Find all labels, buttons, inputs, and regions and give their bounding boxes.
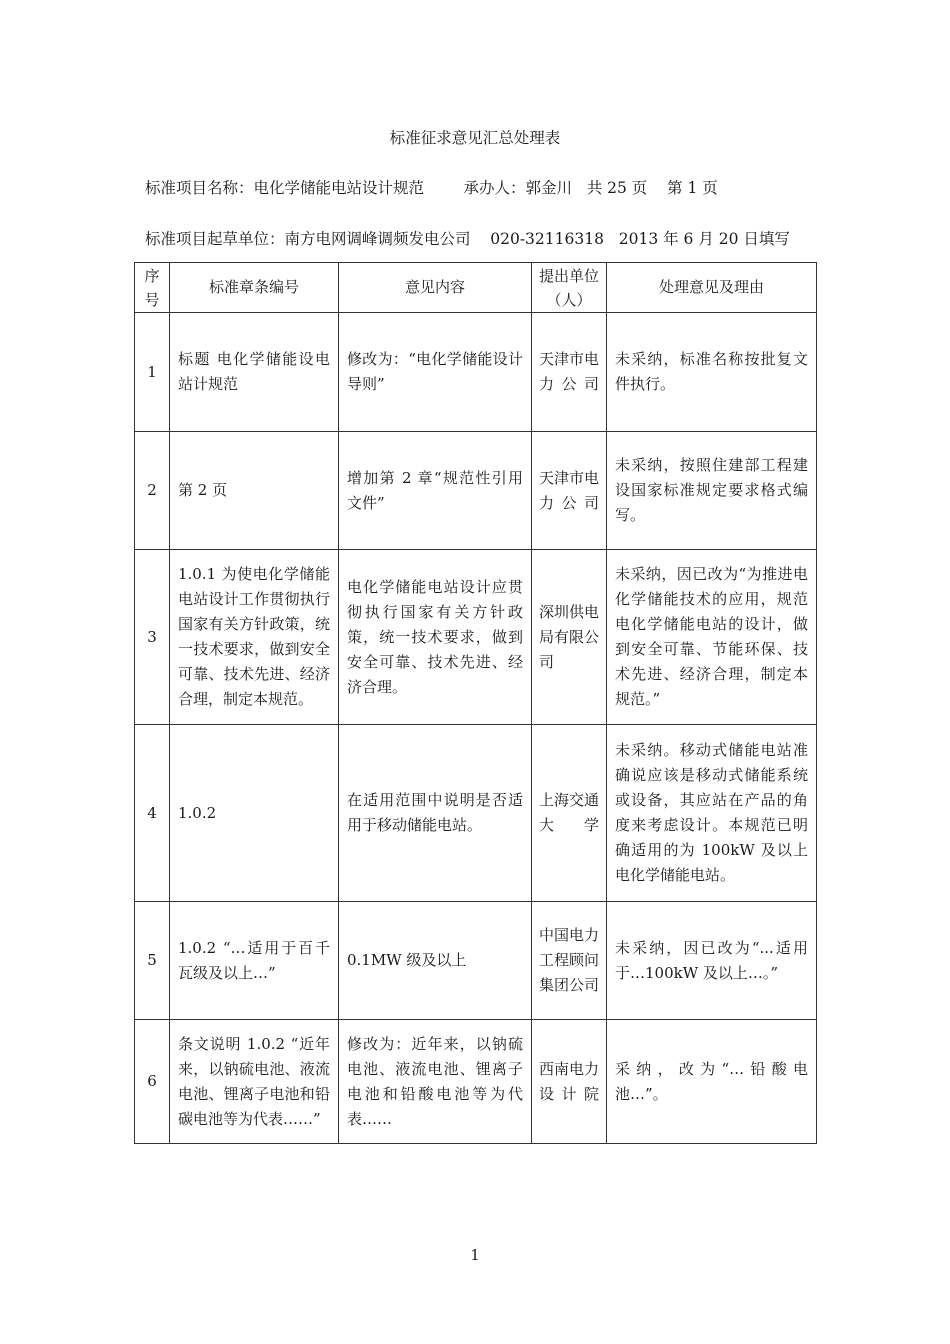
document-title: 标准征求意见汇总处理表 — [389, 129, 561, 147]
reply-cell: 未采纳，因已改为“为推进电化学储能技术的应用，规范电化学储能电站的设计，做到安全可靠、节能环保、技术先进、经济合理，制定本规范。” — [607, 550, 817, 725]
org-cell: 上海交通大学 — [532, 725, 607, 902]
project-name: 标准项目名称：电化学储能电站设计规范 — [145, 179, 425, 197]
table-row — [135, 313, 817, 432]
row-number: 6 — [135, 1020, 170, 1144]
content-cell: 修改为：近年来，以钠硫电池、液流电池、锂离子电池和铅酸电池等为代表…… — [339, 1020, 532, 1144]
reply-cell: 未采纳，因已改为“...适用于…100kW 及以上…。” — [607, 902, 817, 1020]
reply-cell: 未采纳，按照住建部工程建设国家标准规定要求格式编写。 — [607, 432, 817, 550]
clause-cell: 条文说明 1.0.2 “近年来，以钠硫电池、液流电池、锂离子电池和铅碳电池等为代表……” — [170, 1020, 339, 1144]
current-page: 第 1 页 — [667, 179, 718, 197]
page-number: 1 — [470, 1246, 480, 1264]
clause-cell: 1.0.2 “…适用于百千瓦级及以上…” — [170, 902, 339, 1020]
org-cell: 中国电力工程顾问集团公司 — [532, 902, 607, 1020]
clause-cell: 1.0.1 为使电化学储能电站设计工作贯彻执行国家有关方针政策，统一技术要求，做到安全可靠、技术先进、经济合理，制定本规范。 — [170, 550, 339, 725]
table-row — [135, 1020, 817, 1144]
fill-date: 2013 年 6 月 20 日填写 — [618, 230, 790, 248]
reply-cell: 未采纳。移动式储能电站准确说应该是移动式储能系统或设备，其应站在产品的角度来考虑设计。本规范已明确适用的为 100kW 及以上电化学储能电站。 — [607, 725, 817, 902]
comments-table — [134, 262, 817, 1144]
org-cell: 天津市电力公司 — [532, 432, 607, 550]
table-row — [135, 550, 817, 725]
clause-cell: 标题 电化学储能设电站计规范 — [170, 313, 339, 432]
phone-number: 020-32116318 — [490, 230, 604, 248]
clause-cell: 1.0.2 — [170, 725, 339, 902]
row-number: 4 — [135, 725, 170, 902]
content-cell: 0.1MW 级及以上 — [339, 902, 532, 1020]
row-number: 2 — [135, 432, 170, 550]
org-cell: 深圳供电局有限公司 — [532, 550, 607, 725]
table-header-row — [135, 263, 817, 313]
header-clause: 标准章条编号 — [170, 263, 339, 313]
header-content: 意见内容 — [339, 263, 532, 313]
clause-cell: 第 2 页 — [170, 432, 339, 550]
row-number: 3 — [135, 550, 170, 725]
reply-cell: 未采纳，标准名称按批复文件执行。 — [607, 313, 817, 432]
draft-unit: 标准项目起草单位：南方电网调峰调频发电公司 — [145, 230, 471, 248]
row-number: 5 — [135, 902, 170, 1020]
org-cell: 天津市电力公司 — [532, 313, 607, 432]
table-row — [135, 725, 817, 902]
project-info-line — [145, 176, 718, 198]
draft-unit-line — [145, 227, 790, 249]
header-org: 提出单位（人） — [532, 263, 607, 313]
header-no: 序号 — [135, 263, 170, 313]
table-row — [135, 432, 817, 550]
header-reply: 处理意见及理由 — [607, 263, 817, 313]
total-pages: 共 25 页 — [586, 179, 648, 197]
content-cell: 增加第 2 章“规范性引用文件” — [339, 432, 532, 550]
content-cell: 修改为：“电化学储能设计导则” — [339, 313, 532, 432]
org-cell: 西南电力设计院 — [532, 1020, 607, 1144]
reply-cell: 采纳，改为“…铅酸电池…”。 — [607, 1020, 817, 1144]
content-cell: 在适用范围中说明是否适用于移动储能电站。 — [339, 725, 532, 902]
content-cell: 电化学储能电站设计应贯彻执行国家有关方针政策，统一技术要求，做到安全可靠、技术先进、经济合理。 — [339, 550, 532, 725]
row-number: 1 — [135, 313, 170, 432]
handler: 承办人：郭金川 — [463, 179, 572, 197]
table-row — [135, 902, 817, 1020]
